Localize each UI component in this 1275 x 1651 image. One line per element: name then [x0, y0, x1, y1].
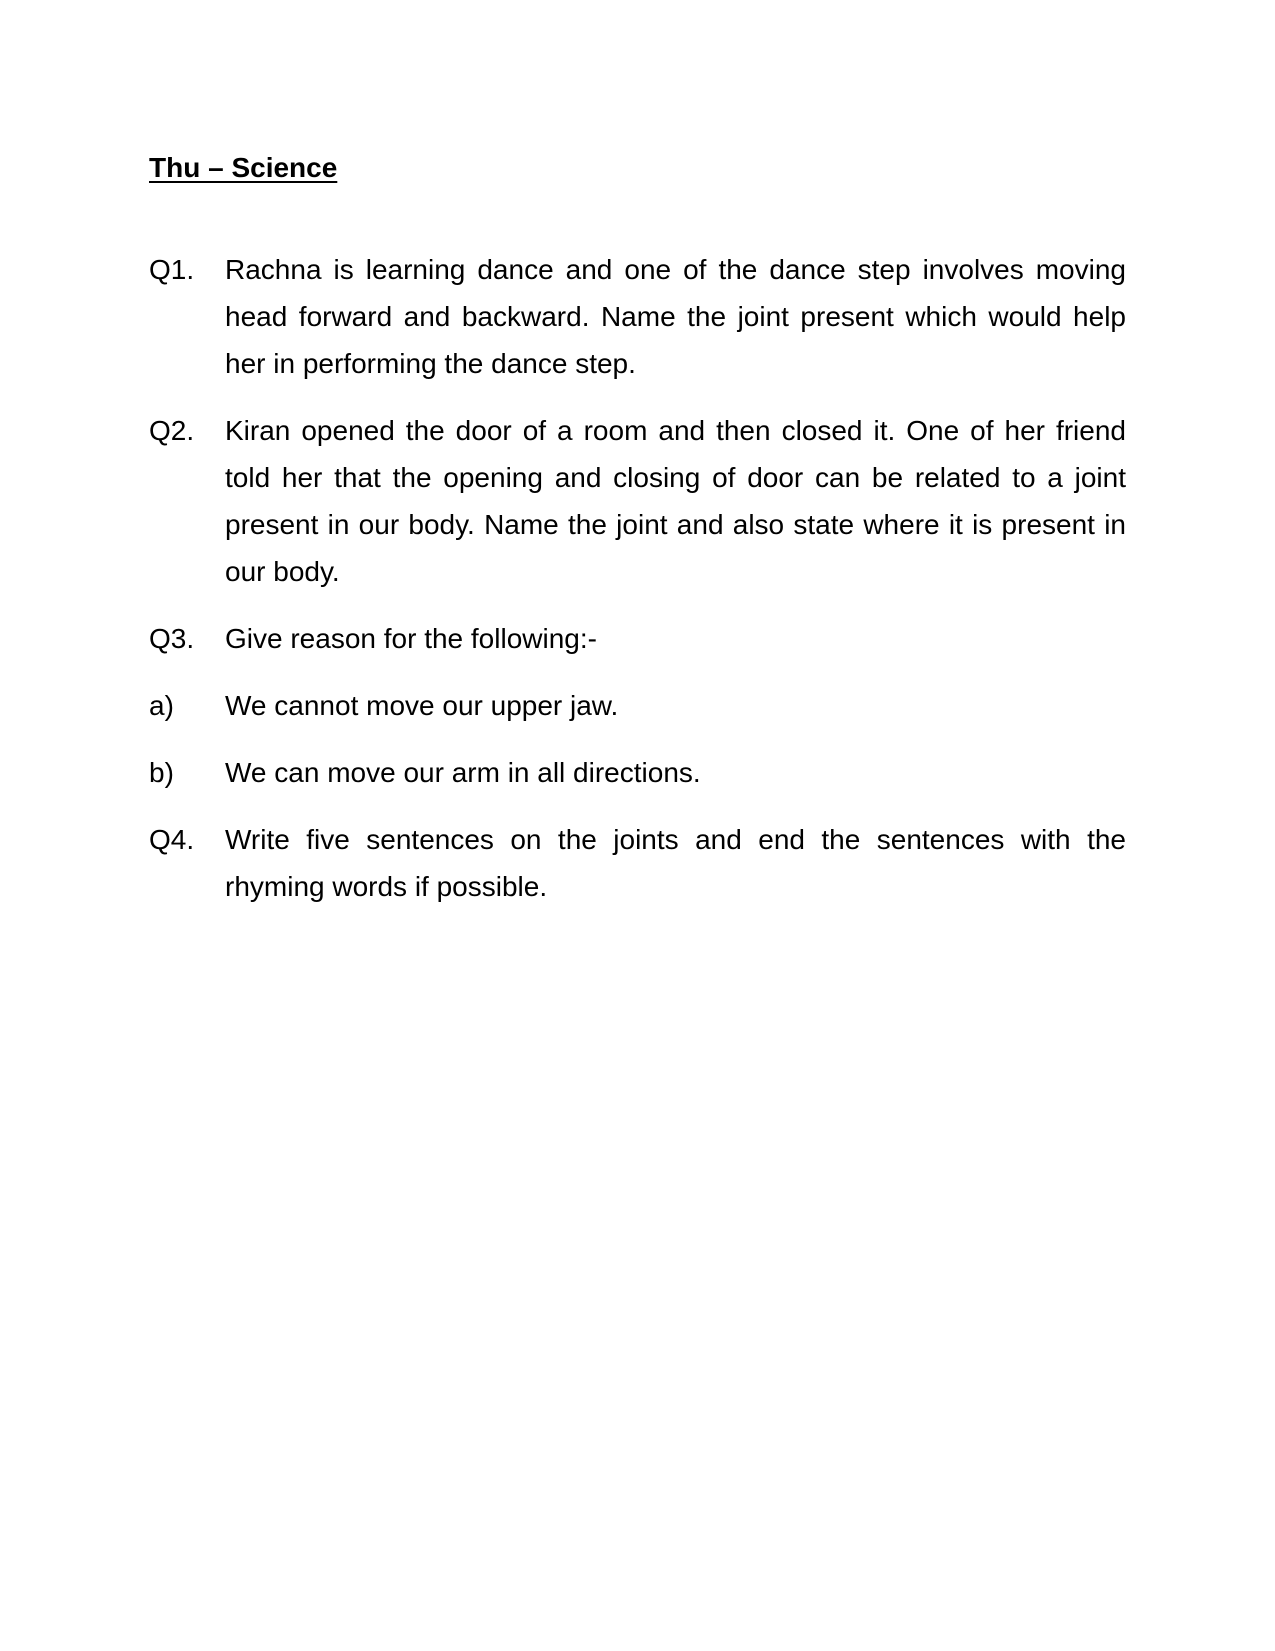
question-q4: [149, 816, 1126, 910]
page-title: Thu – Science: [149, 152, 338, 183]
question-label: b): [149, 757, 174, 788]
question-list: [149, 246, 1126, 930]
question-text: Give reason for the following:-: [225, 623, 597, 654]
question-text: Kiran opened the door of a room and then closed it. One of her friend told her that the opening and closing of door can be related to a joint present in our body. Name the joint and also state where it is present in our body.: [225, 415, 1126, 587]
question-label: Q1.: [149, 254, 195, 285]
question-label: Q4.: [149, 824, 195, 855]
question-text: Write five sentences on the joints and end the sentences with the rhyming words if possible.: [225, 824, 1126, 902]
question-label: a): [149, 690, 174, 721]
question-text: Rachna is learning dance and one of the dance step involves moving head forward and backward. Name the joint present which would help her in performing the dance step.: [225, 254, 1126, 379]
question-q1: [149, 246, 1126, 387]
question-label: Q2.: [149, 415, 195, 446]
question-text: We can move our arm in all directions.: [225, 757, 701, 788]
question-text: We cannot move our upper jaw.: [225, 690, 619, 721]
question-q3-b: [149, 749, 1126, 796]
question-q3: [149, 615, 1126, 662]
question-q3-a: [149, 682, 1126, 729]
question-label: Q3.: [149, 623, 195, 654]
question-q2: [149, 407, 1126, 595]
